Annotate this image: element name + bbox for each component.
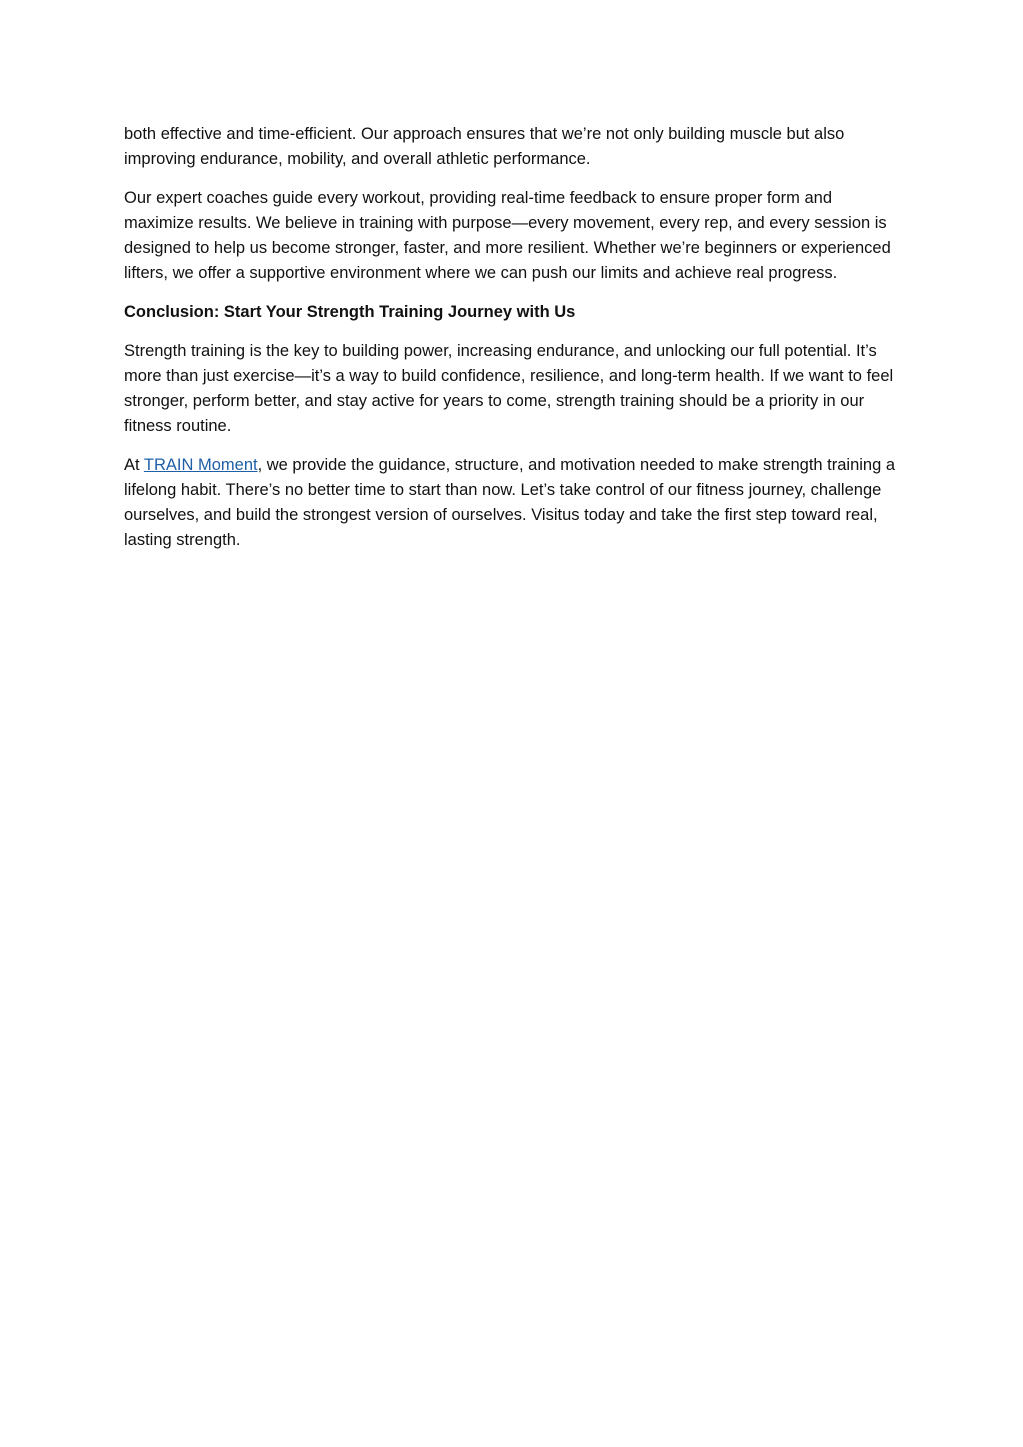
- conclusion-heading: Conclusion: Start Your Strength Training Journey with Us: [124, 303, 576, 321]
- paragraph-suffix: , we provide the guidance, structure, and motivation needed to make strength training a lifelong habit. There’s no better time to start than now. Let’s take control of our fitness journey, challenge ourselves, and build the strongest version of ourselves. Visitus today and take the first step toward real, lasting strength.: [124, 456, 896, 549]
- document-body: [124, 122, 899, 567]
- paragraph-prefix: At: [124, 456, 144, 474]
- paragraph-strength-training: Strength training is the key to building power, increasing endurance, and unlocking our full potential. It’s more than just exercise—it’s a way to build confidence, resilience, and long-term health. If we want to feel stronger, perform better, and stay active for years to come, strength training should be a priority in our fitness routine.: [124, 342, 894, 435]
- paragraph-coaches: Our expert coaches guide every workout, providing real-time feedback to ensure proper form and maximize results. We believe in training with purpose—every movement, every rep, and every session is designed to help us become stronger, faster, and more resilient. Whether we’re beginners or experienced lifters, we offer a supportive environment where we can push our limits and achieve real progress.: [124, 189, 891, 282]
- paragraph-approach: both effective and time-efficient. Our approach ensures that we’re not only building muscle but also improving endurance, mobility, and overall athletic performance.: [124, 125, 845, 168]
- paragraph-train-moment: [124, 453, 899, 553]
- train-moment-link[interactable]: TRAIN Moment: [143, 456, 258, 474]
